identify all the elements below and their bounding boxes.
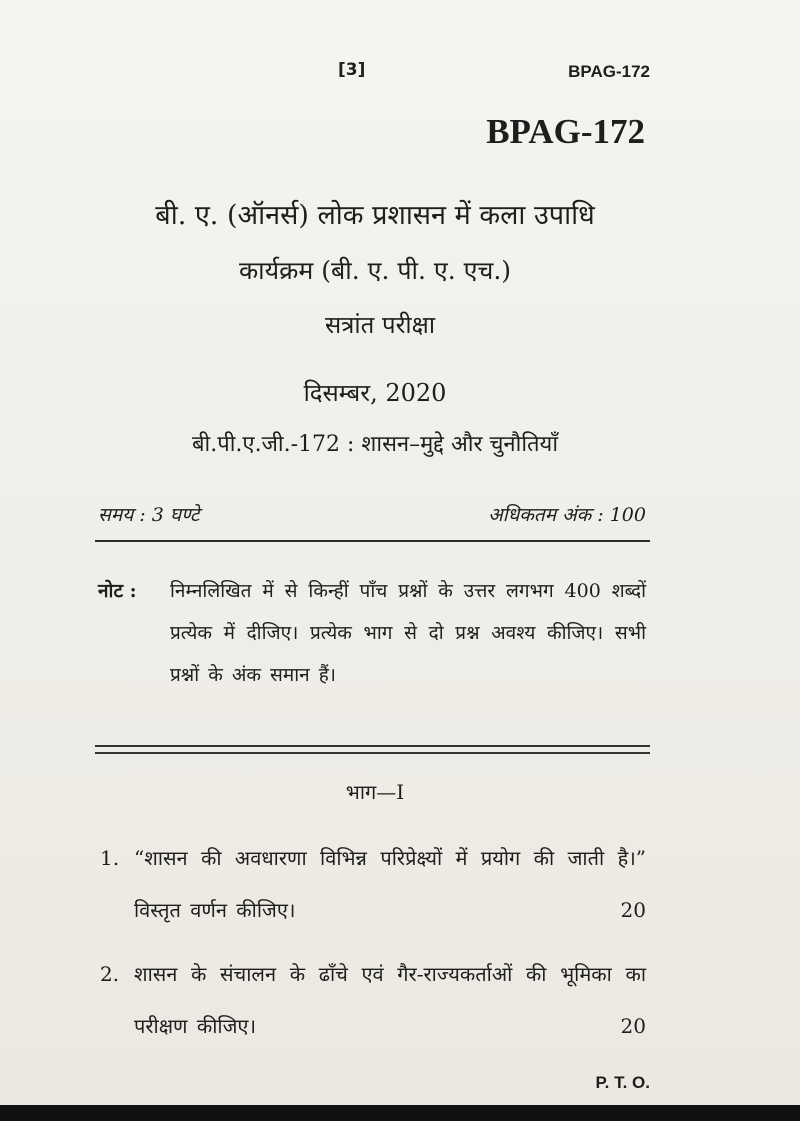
programme-title-line2: कार्यक्रम (बी. ए. पी. ए. एच.) [238,256,512,285]
time-allowed: समय : 3 घण्टे [98,504,200,526]
bottom-edge [0,1105,800,1121]
exam-type: सत्रांत परीक्षा [324,311,436,339]
please-turn-over: P. T. O. [595,1073,650,1092]
double-divider [95,745,650,754]
question-number: 1. [100,846,120,870]
divider [95,540,650,542]
note-text: निम्नलिखित में से किन्हीं पाँच प्रश्नों के उत्तर लगभग 400 शब्दों प्रत्येक में दीजिए। प्रत्येक भाग से दो प्रश्न अवश्य कीजिए। सभी प्रश्नों के अंक समान हैं। [170,580,646,686]
question-text: शासन के संचालन के ढाँचे एवं गैर-राज्यकर्ताओं की भूमिका का परीक्षण कीजिए। [134,962,646,1038]
question-marks: 20 [620,1014,646,1038]
question-item [100,832,646,936]
question-text: “शासन की अवधारणा विभिन्न परिप्रेक्ष्यों में प्रयोग की जाती है।” विस्तृत वर्णन कीजिए। [134,846,646,922]
section-heading: भाग—I [345,780,405,804]
question-number: 2. [100,962,120,986]
question-item [100,948,646,1052]
note-label: नोट : [98,580,137,602]
course-name: बी.पी.ए.जी.-172 : शासन–मुद्दे और चुनौतियाँ [191,432,559,457]
exam-date: दिसम्बर, 2020 [303,379,447,407]
maximum-marks: अधिकतम अंक : 100 [488,504,646,526]
course-code-header: BPAG-172 [568,62,650,81]
programme-title-line1: बी. ए. (ऑनर्स) लोक प्रशासन में कला उपाधि [155,200,595,231]
instructions-note [98,570,646,696]
page-number: [3] [338,60,366,80]
course-code-title: BPAG-172 [486,112,645,151]
exam-meta [98,501,646,527]
question-marks: 20 [620,898,646,922]
